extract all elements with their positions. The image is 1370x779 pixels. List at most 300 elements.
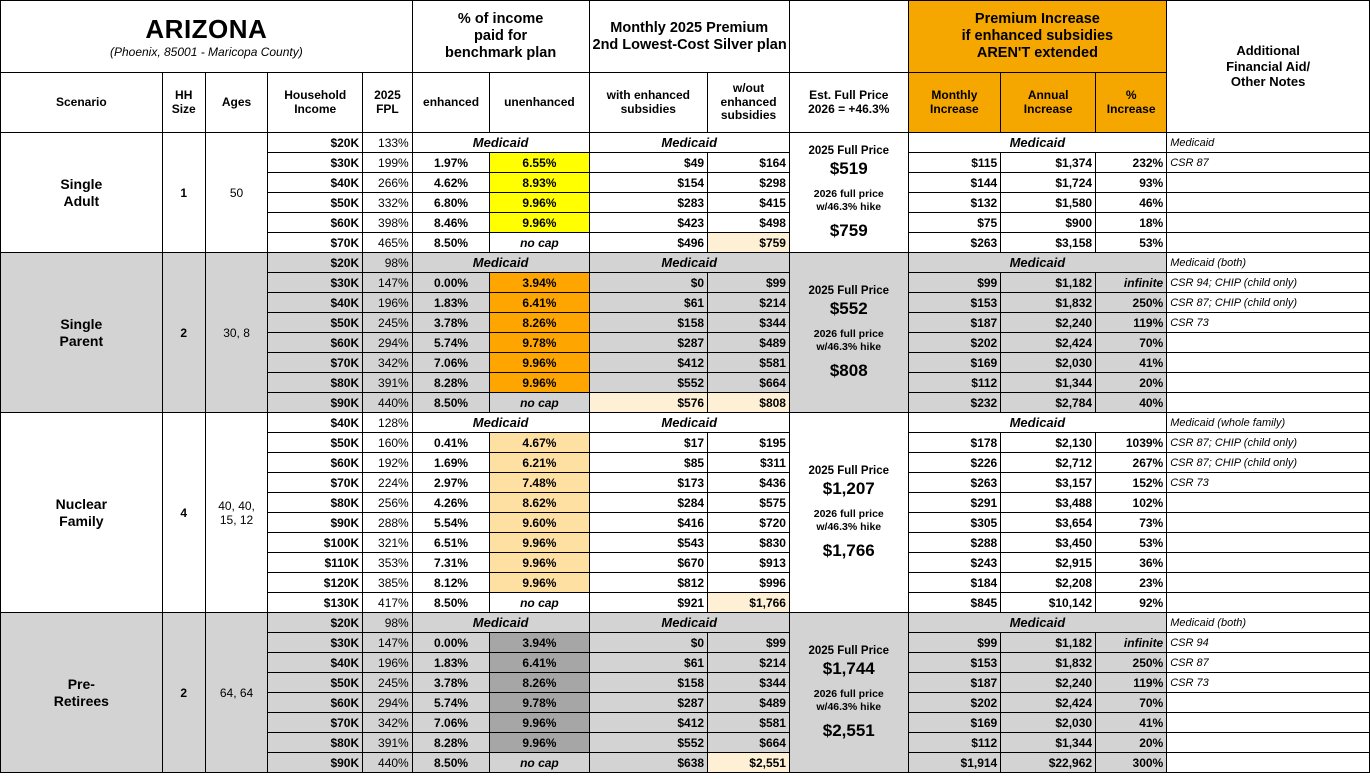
col-enhanced-line-1: enhanced [423,94,480,109]
unenhanced-pct: 7.48% [490,473,589,493]
household-income: $90K [268,513,363,533]
enhanced-pct: 8.28% [412,373,490,393]
pct-increase: 300% [1096,753,1167,773]
unenhanced-pct: no cap [490,233,589,253]
pct-income-line-3: benchmark plan [445,44,557,61]
annual-increase: $2,424 [1001,333,1096,353]
premium-without-subsidies: $913 [708,553,790,573]
unenhanced-pct: 9.96% [490,213,589,233]
additional-notes: CSR 94; CHIP (child only) [1167,273,1370,293]
pct-increase: infinite [1096,633,1167,653]
medicaid-premium-label: Medicaid [589,413,789,433]
enhanced-pct: 7.06% [412,353,490,373]
fpl-pct: 288% [363,513,413,533]
pct-increase: 102% [1096,493,1167,513]
household-income: $60K [268,333,363,353]
fpl-pct: 294% [363,333,413,353]
pct-increase: 53% [1096,233,1167,253]
premium-without-subsidies: $759 [708,233,790,253]
enhanced-pct: 1.83% [412,293,490,313]
premium-with-subsidies: $85 [589,453,708,473]
monthly-increase: $202 [908,333,1001,353]
scenario-line-2: Adult [63,192,100,209]
additional-notes: CSR 73 [1167,313,1370,333]
pct-increase: 46% [1096,193,1167,213]
ages-g1: 30, 8 [205,253,268,413]
monthly-increase: $112 [908,733,1001,753]
est-full-price-g3 [789,613,908,773]
monthly-increase: $1,914 [908,753,1001,773]
premium-without-subsidies: $214 [708,293,790,313]
medicaid-premium-label: Medicaid [589,613,789,633]
enhanced-pct: 0.00% [412,273,490,293]
annual-increase: $1,724 [1001,173,1096,193]
household-income: $80K [268,733,363,753]
annual-increase: $1,832 [1001,293,1096,313]
premium-without-subsidies: $498 [708,213,790,233]
pct-increase: 92% [1096,593,1167,613]
monthly-increase: $99 [908,633,1001,653]
title-block [1,1,413,73]
fpl-pct: 294% [363,693,413,713]
enhanced-pct: 0.41% [412,433,490,453]
fpl-pct: 465% [363,233,413,253]
monthly-increase: $187 [908,673,1001,693]
col-without-enhanced-subsidies-line-2: enhanced [720,94,777,109]
ages-line-2: 15, 12 [219,512,254,527]
scenario-label-g0 [1,133,163,253]
premium-with-subsidies: $496 [589,233,708,253]
household-income: $60K [268,693,363,713]
premium-without-subsidies: $1,766 [708,593,790,613]
medicaid-increase-label: Medicaid [908,133,1167,153]
monthly-increase: $184 [908,573,1001,593]
household-income: $40K [268,173,363,193]
col-ages [205,73,268,133]
premium-without-subsidies: $830 [708,533,790,553]
household-income: $70K [268,233,363,253]
annual-increase: $2,130 [1001,433,1096,453]
pct-increase: 267% [1096,453,1167,473]
additional-notes [1167,213,1370,233]
est-price-2026: $1,766 [822,540,875,560]
est-full-price-g2 [789,413,908,613]
premium-line-2: 2nd Lowest-Cost Silver plan [592,36,787,53]
premium-with-subsidies: $412 [589,713,708,733]
premium-without-subsidies: $99 [708,633,790,653]
col-household-income [268,73,363,133]
medicaid-premium-label: Medicaid [589,133,789,153]
additional-notes: Medicaid (both) [1167,613,1370,633]
household-income: $30K [268,273,363,293]
col-est-full-price-line-2: 2026 = +46.3% [808,101,890,116]
premium-with-subsidies: $17 [589,433,708,453]
fpl-pct: 192% [363,453,413,473]
enhanced-pct: 6.80% [412,193,490,213]
premium-with-subsidies: $158 [589,313,708,333]
additional-notes [1167,353,1370,373]
col-pct-increase-line-2: Increase [1106,101,1156,116]
additional-notes [1167,393,1370,413]
col-monthly-increase [908,73,1001,133]
hh-size-g1: 2 [162,253,205,413]
monthly-increase: $187 [908,313,1001,333]
premium-without-subsidies: $344 [708,673,790,693]
annual-increase: $2,915 [1001,553,1096,573]
enhanced-pct: 1.83% [412,653,490,673]
col-household-income-line-1: Household [284,87,347,102]
monthly-increase: $845 [908,593,1001,613]
medicaid-increase-label: Medicaid [908,413,1167,433]
premium-header [589,1,789,73]
monthly-increase: $202 [908,693,1001,713]
col-unenhanced-line-1: unenhanced [504,94,575,109]
fpl-pct: 196% [363,653,413,673]
fpl-pct: 224% [363,473,413,493]
col-with-enhanced-subsidies [589,73,708,133]
premium-with-subsidies: $552 [589,373,708,393]
pct-increase: 53% [1096,533,1167,553]
additional-notes: CSR 73 [1167,673,1370,693]
premium-without-subsidies: $311 [708,453,790,473]
monthly-increase: $263 [908,473,1001,493]
monthly-increase: $144 [908,173,1001,193]
annual-increase: $2,030 [1001,353,1096,373]
pct-increase: 93% [1096,173,1167,193]
enhanced-pct: 8.50% [412,233,490,253]
enhanced-pct: 5.54% [412,513,490,533]
fpl-pct: 440% [363,753,413,773]
monthly-increase: $132 [908,193,1001,213]
premium-with-subsidies: $576 [589,393,708,413]
household-income: $70K [268,353,363,373]
additional-notes [1167,593,1370,613]
col-without-enhanced-subsidies-line-3: subsidies [720,108,777,123]
unenhanced-pct: 4.67% [490,433,589,453]
enhanced-pct: 4.62% [412,173,490,193]
monthly-increase: $169 [908,713,1001,733]
pct-increase: 1039% [1096,433,1167,453]
hh-size-g0: 1 [162,133,205,253]
premium-with-subsidies: $61 [589,293,708,313]
col-household-income-line-2: Income [294,101,337,116]
enhanced-pct: 1.97% [412,153,490,173]
scenario-line-2: Family [59,512,104,529]
household-income: $50K [268,313,363,333]
fpl-pct: 199% [363,153,413,173]
additional-notes-header [1167,1,1370,133]
household-income: $40K [268,293,363,313]
col-fpl-line-2: FPL [376,101,399,116]
monthly-increase: $291 [908,493,1001,513]
col-without-enhanced-subsidies-line-1: w/out [732,80,765,95]
household-income: $70K [268,713,363,733]
unenhanced-pct: 6.55% [490,153,589,173]
col-annual-increase-line-1: Annual [1027,87,1069,102]
col-fpl-line-1: 2025 [374,87,401,102]
additional-notes: CSR 87 [1167,653,1370,673]
header-row-2 [1,73,1370,133]
col-enhanced [412,73,490,133]
premium-without-subsidies: $664 [708,733,790,753]
enhanced-pct: 3.78% [412,673,490,693]
fpl-pct: 196% [363,293,413,313]
medicaid-increase-label: Medicaid [908,253,1167,273]
household-income: $100K [268,533,363,553]
unenhanced-pct: 9.96% [490,713,589,733]
unenhanced-pct: no cap [490,753,589,773]
fpl-pct: 160% [363,433,413,453]
fpl-pct: 385% [363,573,413,593]
pct-increase: 40% [1096,393,1167,413]
enhanced-pct: 8.28% [412,733,490,753]
addl-line-2: Financial Aid/ [1226,58,1311,74]
premium-without-subsidies: $2,551 [708,753,790,773]
pct-income-line-1: % of income [457,11,544,28]
premium-without-subsidies: $489 [708,693,790,713]
premium-with-subsidies: $543 [589,533,708,553]
enhanced-pct: 8.50% [412,753,490,773]
household-income: $50K [268,433,363,453]
household-income: $50K [268,193,363,213]
household-income: $40K [268,653,363,673]
col-annual-increase [1001,73,1096,133]
premium-with-subsidies: $416 [589,513,708,533]
table-row [1,133,1370,153]
premium-with-subsidies: $670 [589,553,708,573]
annual-increase: $2,240 [1001,313,1096,333]
fpl-pct: 353% [363,553,413,573]
household-income: $50K [268,673,363,693]
fpl-pct: 391% [363,373,413,393]
pct-increase: 232% [1096,153,1167,173]
est-full-price-g1 [789,253,908,413]
household-income: $80K [268,493,363,513]
enhanced-pct: 1.69% [412,453,490,473]
fpl-pct: 98% [363,253,413,273]
monthly-increase: $153 [908,653,1001,673]
unenhanced-pct: 9.96% [490,193,589,213]
col-with-enhanced-subsidies-line-1: with enhanced [606,87,690,102]
pct-increase: 23% [1096,573,1167,593]
ages-line-1: 40, 40, [218,498,255,513]
col-pct-increase [1096,73,1167,133]
annual-increase: $2,784 [1001,393,1096,413]
fpl-pct: 128% [363,413,413,433]
table-row [1,613,1370,633]
annual-increase: $2,208 [1001,573,1096,593]
premium-with-subsidies: $812 [589,573,708,593]
pct-income-line-2: paid for [474,28,528,45]
est-price-2026: $808 [829,360,868,380]
premium-with-subsidies: $154 [589,173,708,193]
col-est-full-price [789,73,908,133]
additional-notes [1167,753,1370,773]
ages-g0: 50 [205,133,268,253]
premium-without-subsidies: $99 [708,273,790,293]
pct-increase: 119% [1096,673,1167,693]
est-label-2026: 2026 full price [813,187,884,200]
monthly-increase: $99 [908,273,1001,293]
est-label-2025: 2025 Full Price [808,644,890,657]
fpl-pct: 98% [363,613,413,633]
enhanced-pct: 7.31% [412,553,490,573]
est-label-2025: 2025 Full Price [808,464,890,477]
monthly-increase: $232 [908,393,1001,413]
annual-increase: $3,450 [1001,533,1096,553]
scenario-label-g2 [1,413,163,613]
premium-without-subsidies: $214 [708,653,790,673]
additional-notes: CSR 87 [1167,153,1370,173]
monthly-increase: $153 [908,293,1001,313]
unenhanced-pct: 8.26% [490,673,589,693]
fpl-pct: 391% [363,733,413,753]
pct-increase: 73% [1096,513,1167,533]
premium-without-subsidies: $808 [708,393,790,413]
unenhanced-pct: 3.94% [490,273,589,293]
addl-line-1: Additional [1236,43,1300,59]
col-ages-line-1: Ages [221,94,252,109]
pct-increase: 70% [1096,333,1167,353]
additional-notes: Medicaid (whole family) [1167,413,1370,433]
annual-increase: $10,142 [1001,593,1096,613]
annual-increase: $3,158 [1001,233,1096,253]
premium-without-subsidies: $720 [708,513,790,533]
monthly-increase: $263 [908,233,1001,253]
enhanced-pct: 0.00% [412,633,490,653]
premium-without-subsidies: $415 [708,193,790,213]
fpl-pct: 245% [363,313,413,333]
household-income: $30K [268,153,363,173]
pct-increase: 18% [1096,213,1167,233]
additional-notes [1167,693,1370,713]
additional-notes: CSR 87; CHIP (child only) [1167,433,1370,453]
monthly-increase: $243 [908,553,1001,573]
premium-with-subsidies: $0 [589,633,708,653]
hh-size-g2: 4 [162,413,205,613]
additional-notes: Medicaid [1167,133,1370,153]
annual-increase: $1,344 [1001,373,1096,393]
monthly-increase: $288 [908,533,1001,553]
unenhanced-pct: 8.26% [490,313,589,333]
ages-g2 [205,413,268,613]
pct-increase: infinite [1096,273,1167,293]
annual-increase: $1,580 [1001,193,1096,213]
unenhanced-pct: no cap [490,593,589,613]
premium-without-subsidies: $581 [708,353,790,373]
additional-notes [1167,373,1370,393]
fpl-pct: 245% [363,673,413,693]
medicaid-pct-label: Medicaid [412,133,589,153]
col-monthly-increase-line-1: Monthly [931,87,978,102]
unenhanced-pct: 6.21% [490,453,589,473]
table-row [1,253,1370,273]
est-price-2026: $759 [829,220,868,240]
fpl-pct: 321% [363,533,413,553]
premium-without-subsidies: $489 [708,333,790,353]
enhanced-pct: 6.51% [412,533,490,553]
premium-with-subsidies: $284 [589,493,708,513]
enhanced-pct: 5.74% [412,693,490,713]
annual-increase: $3,488 [1001,493,1096,513]
annual-increase: $1,832 [1001,653,1096,673]
fpl-pct: 342% [363,713,413,733]
est-price-2025: $519 [829,159,868,179]
premium-without-subsidies: $664 [708,373,790,393]
household-income: $80K [268,373,363,393]
household-income: $110K [268,553,363,573]
state-subtitle: (Phoenix, 85001 - Maricopa County) [109,45,303,59]
unenhanced-pct: 9.96% [490,533,589,553]
pct-increase: 41% [1096,713,1167,733]
enhanced-pct: 8.12% [412,573,490,593]
header-row-1 [1,1,1370,73]
unenhanced-pct: 8.93% [490,173,589,193]
col-hh-size-line-2: Size [171,101,196,116]
premium-without-subsidies: $164 [708,153,790,173]
col-without-enhanced-subsidies [708,73,790,133]
increase-line-3: AREN'T extended [976,44,1098,61]
additional-notes [1167,713,1370,733]
premium-with-subsidies: $158 [589,673,708,693]
household-income: $40K [268,413,363,433]
additional-notes [1167,553,1370,573]
additional-notes: CSR 87; CHIP (child only) [1167,293,1370,313]
annual-increase: $1,182 [1001,273,1096,293]
fpl-pct: 417% [363,593,413,613]
col-unenhanced [490,73,589,133]
col-fpl [363,73,413,133]
unenhanced-pct: 8.62% [490,493,589,513]
fpl-pct: 133% [363,133,413,153]
premium-with-subsidies: $423 [589,213,708,233]
fpl-pct: 332% [363,193,413,213]
col-pct-increase-line-1: % [1125,87,1137,102]
est-label-2026: 2026 full price [813,687,884,700]
pct-increase: 20% [1096,373,1167,393]
est-spacer [793,320,905,328]
fpl-pct: 266% [363,173,413,193]
additional-notes: Medicaid (both) [1167,253,1370,273]
annual-increase: $1,344 [1001,733,1096,753]
table-row [1,413,1370,433]
scenario-line-2: Retirees [53,692,109,709]
enhanced-pct: 8.50% [412,393,490,413]
pct-increase: 119% [1096,313,1167,333]
household-income: $20K [268,613,363,633]
annual-increase: $2,712 [1001,453,1096,473]
annual-increase: $3,157 [1001,473,1096,493]
unenhanced-pct: 9.96% [490,573,589,593]
household-income: $20K [268,133,363,153]
fpl-pct: 398% [363,213,413,233]
additional-notes [1167,193,1370,213]
annual-increase: $22,962 [1001,753,1096,773]
monthly-increase: $226 [908,453,1001,473]
pct-increase: 41% [1096,353,1167,373]
est-label-2025: 2025 Full Price [808,284,890,297]
est-spacer [793,180,905,188]
pct-increase: 36% [1096,553,1167,573]
enhanced-pct: 8.46% [412,213,490,233]
additional-notes: CSR 73 [1167,473,1370,493]
hh-size-g3: 2 [162,613,205,773]
monthly-increase: $112 [908,373,1001,393]
premium-line-1: Monthly 2025 Premium [610,19,769,36]
additional-notes [1167,333,1370,353]
est-hike-2026: w/46.3% hike [816,340,882,353]
medicaid-pct-label: Medicaid [412,413,589,433]
